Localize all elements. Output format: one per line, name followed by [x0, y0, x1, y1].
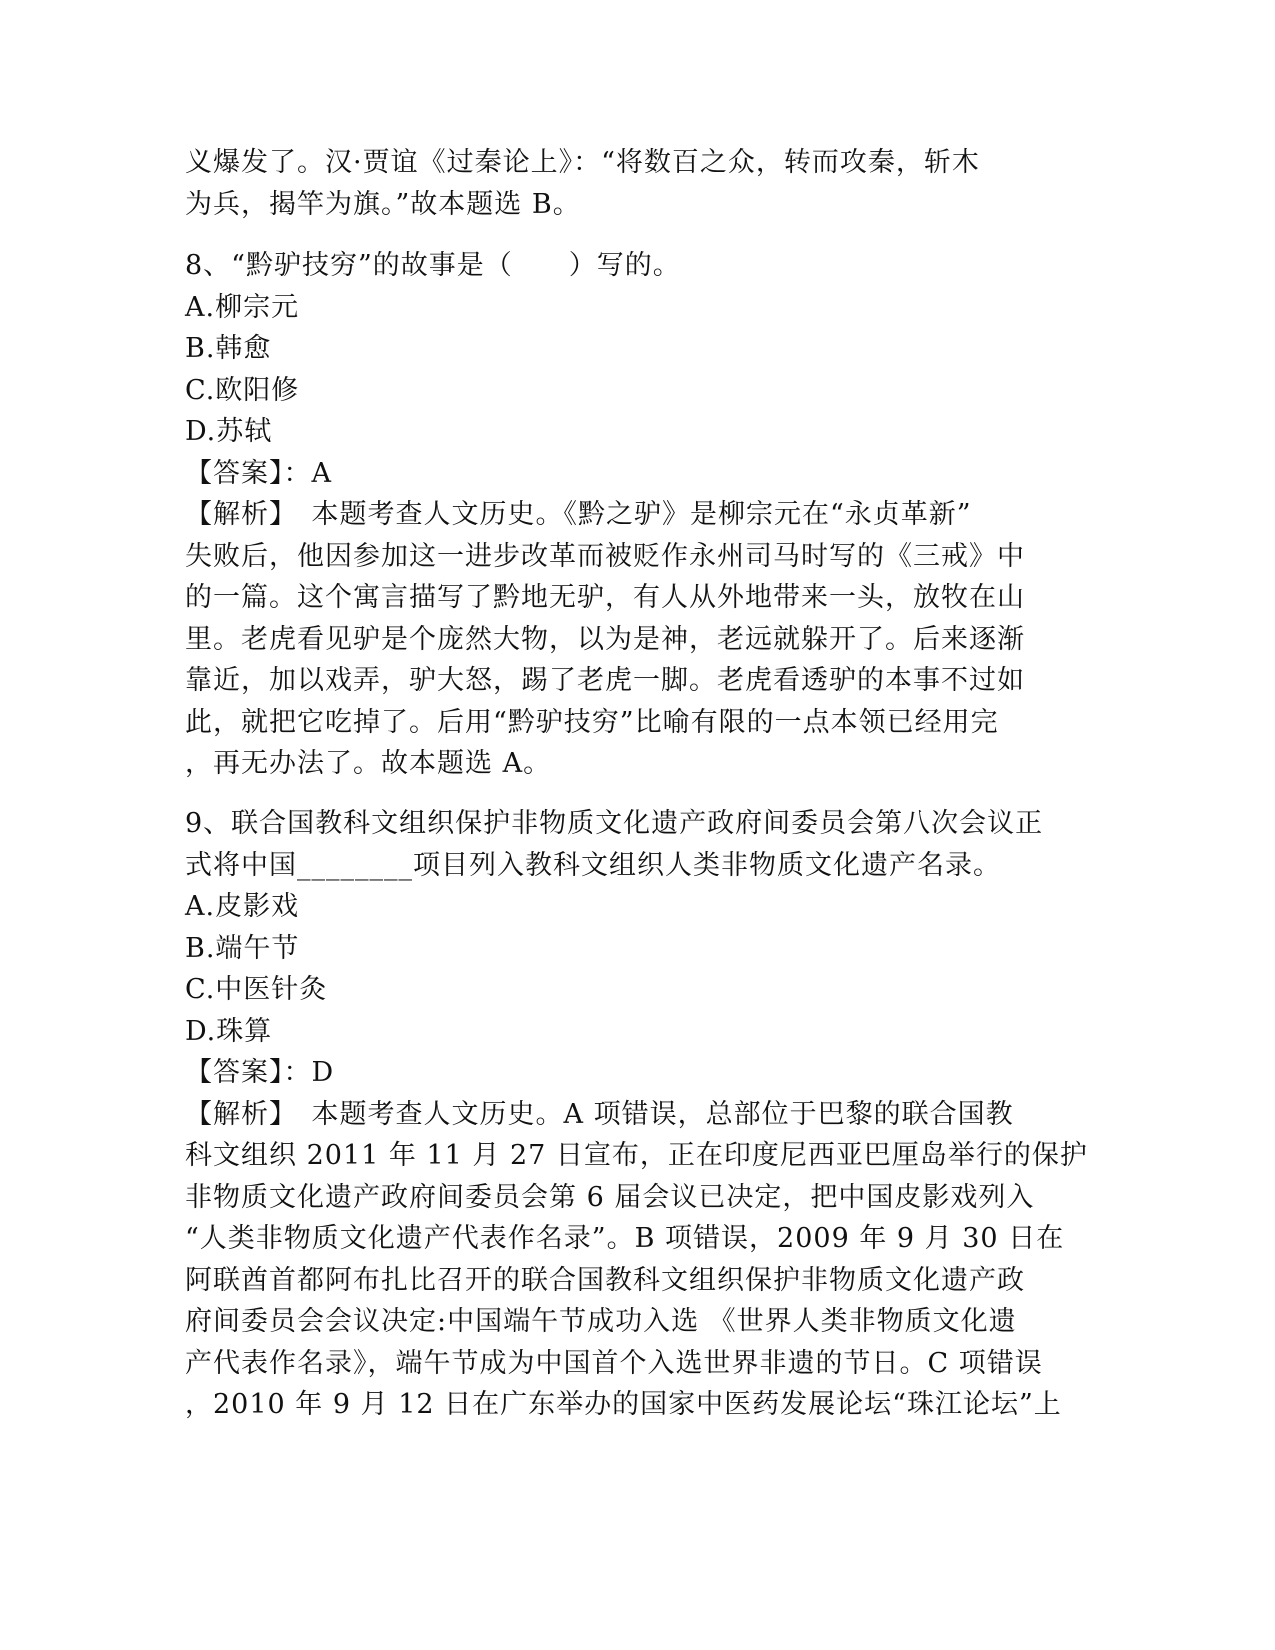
answer-line: 【答案】：D: [185, 1057, 335, 1088]
analysis-line: 【解析】 本题考查人文历史。A 项错误，总部位于巴黎的联合国教: [185, 1098, 1014, 1130]
analysis-line: 【解析】 本题考查人文历史。《黔之驴》是柳宗元在“永贞革新”: [185, 499, 972, 530]
analysis-line: 失败后，他因参加这一进步改革而被贬作永州司马时写的《三戒》中: [185, 540, 1025, 572]
option-d: D.苏轼: [185, 416, 273, 447]
analysis-line: 此，就把它吃掉了。后用“黔驴技穷”比喻有限的一点本领已经用完: [185, 706, 999, 738]
option-c: C.中医针灸: [185, 974, 328, 1005]
analysis-line: 义爆发了。汉·贾谊《过秦论上》：“将数百之众，转而攻秦，斩木: [185, 147, 980, 178]
analysis-line: 府间委员会会议决定:中国端午节成功入选 《世界人类非物质文化遗: [185, 1306, 1017, 1337]
analysis-line: 阿联酋首都阿布扎比召开的联合国教科文组织保护非物质文化遗产政: [185, 1264, 1025, 1296]
analysis-line: 为兵，揭竿为旗。”故本题选 B。: [185, 188, 581, 220]
analysis-line: 科文组织 2011 年 11 月 27 日宣布，正在印度尼西亚巴厘岛举行的保护: [185, 1140, 1088, 1171]
analysis-line: 非物质文化遗产政府间委员会第 6 届会议已决定，把中国皮影戏列入: [185, 1181, 1035, 1213]
option-b: B.端午节: [185, 932, 300, 964]
answer-line: 【答案】：A: [185, 457, 332, 489]
analysis-line: ，2010 年 9 月 12 日在广东举办的国家中医药发展论坛“珠江论坛”上: [185, 1389, 1062, 1420]
previous-analysis-tail: [185, 142, 1090, 225]
option-d: D.珠算: [185, 1015, 273, 1047]
analysis-line: 产代表作名录》，端午节成为中国首个入选世界非遗的节日。C 项错误: [185, 1347, 1043, 1379]
question-text: 8、“黔驴技穷”的故事是（ ）写的。: [185, 250, 681, 281]
option-c: C.欧阳修: [185, 374, 300, 406]
option-b: B.韩愈: [185, 333, 272, 364]
analysis-line: 里。老虎看见驴是个庞然大物，以为是神，老远就躲开了。后来逐渐: [185, 623, 1025, 655]
option-a: A.皮影戏: [185, 891, 300, 922]
analysis-line: “人类非物质文化遗产代表作名录”。B 项错误，2009 年 9 月 30 日在: [185, 1223, 1065, 1254]
analysis-line: ，再无办法了。故本题选 A。: [185, 748, 552, 779]
analysis-line: 靠近，加以戏弄，驴大怒，踢了老虎一脚。老虎看透驴的本事不过如: [185, 665, 1025, 696]
question-text: 9、联合国教科文组织保护非物质文化遗产政府间委员会第八次会议正: [185, 808, 1044, 839]
option-a: A.柳宗元: [185, 291, 300, 323]
question-text: 式将中国________项目列入教科文组织人类非物质文化遗产名录。: [185, 849, 1001, 881]
question-8: [185, 245, 1090, 785]
question-9: [185, 803, 1090, 1426]
analysis-line: 的一篇。这个寓言描写了黔地无驴，有人从外地带来一头，放牧在山: [185, 582, 1025, 613]
